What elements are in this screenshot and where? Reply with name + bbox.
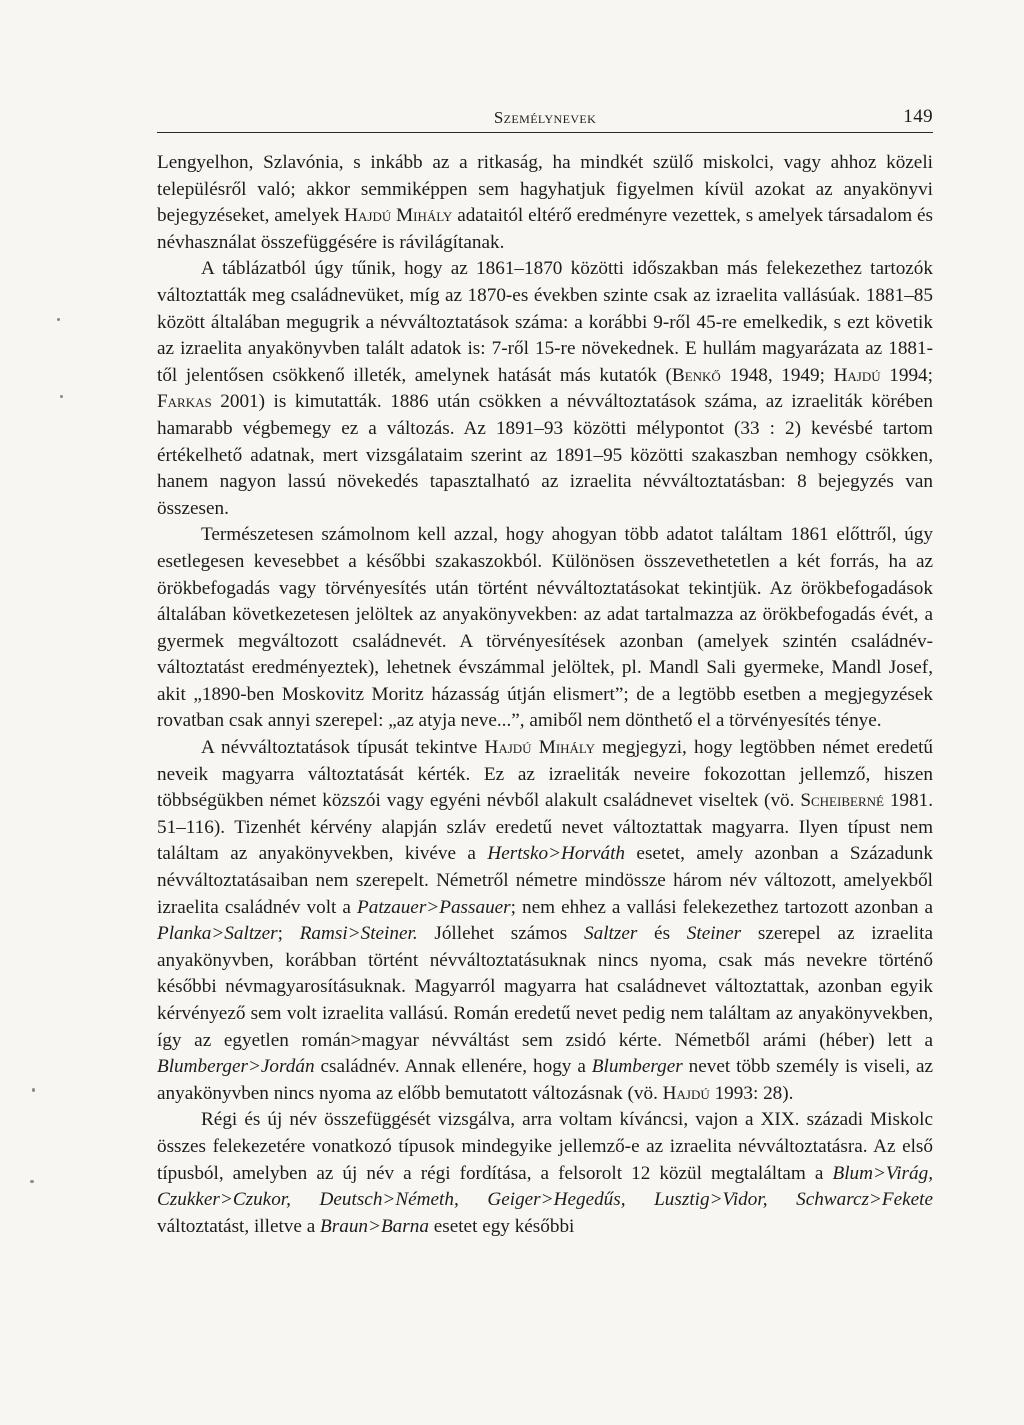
text-run: családnév. Annak ellenére, hogy a [314,1056,592,1078]
text-run: Jóllehet számos [417,923,584,945]
scan-speck [57,318,60,321]
text-run: 1948, 1949; [720,364,834,386]
text-run: esetet egy későbbi [428,1215,575,1237]
paragraph [157,150,933,256]
italic-run: Blum>Virág, Czukker>Czukor, Deutsch>Németh, Geiger>Hegedűs, Lusztig>Vidor, Schwarcz>Fekete [157,1162,933,1211]
scan-speck [30,1180,34,1183]
text-run: ; [277,923,300,945]
text-run: Természetesen számolnom kell azzal, hogy ahogyan több adatot találtam 1861 előttről, úgy esetlegesen kevesebbet a későbbi szakaszokból. Különösen összevethetetlen a két forrás, ha az örökbefogadás vagy törvényesítés után történt névváltoztatásokat tekintjük. Az örökbefogadások általában következetesen jelöltek az anyakönyvekben: az adat tartalmazza az örökbefogadás évét, a gyermek megváltozott családnevét. A törvényesítések azonban (amelyek szintén családnév-változtatást eredményeztek), lehetnek évszámmal jelöltek, pl. Mandl Sali gyermeke, Mandl Josef, akit „1890-ben Moskovitz Moritz házasság útján elismert”; de a legtöbb esetben a megjegyzések rovatban csak annyi szerepel: „az atyja neve...”, amiből nem dönthető el a törvényesítés ténye. [157,524,933,732]
italic-run: Hertsko>Horváth [487,843,626,865]
body-text [157,150,933,1240]
italic-run: Planka>Saltzer [157,923,278,945]
italic-run: Blumberger>Jordán [157,1056,315,1078]
text-run: és [637,923,687,945]
text-run: A táblázatból úgy tűnik, hogy az 1861–1870 közötti időszakban más felekezethez tartozók változtatták meg családnevüket, míg az 1870-es években szinte csak az izraelita vallásúak. 1881–85 között általában megugrik a névváltoztatások száma: a korábbi 9-ről 45-re emelkedik, s ezt követik az izraelita anyakönyvben talált adatok is: 7-ről 15-re növekednek. E hullám magyarázata az 1881-től jelentősen csökkenő illeték, amelynek hatását más kutatók ( [157,258,933,386]
paragraph [157,256,933,522]
text-run: 1994; [880,364,933,386]
paragraph [157,1107,933,1240]
paragraph [157,522,933,735]
text-run: nevet több személy is viseli, az anyakönyvben nincs nyoma az előbb bemutatott változásnak (vö. [157,1056,933,1104]
author-name: Hajdú Mihály [484,737,595,759]
page-number: 149 [903,106,933,127]
text-run: A névváltoztatások típusát tekintve [201,737,485,759]
text-run: megjegyzi, hogy legtöbben német eredetű neveik magyarra változtatását kérték. Ez az izraeliták neveire fokozottan jellemző, hiszen többségükben német közszói vagy egyéni névből alakult családnevet viseltek (vö. [157,737,934,812]
author-name: Hajdú [662,1082,710,1104]
author-name: Hajdú Mihály [344,205,453,227]
italic-run: Saltzer [584,923,638,945]
text-run: változtatást, illetve a [157,1215,321,1237]
author-name: Hajdú [833,364,881,386]
italic-run: Patzauer>Passauer [357,896,511,918]
running-header [157,104,933,133]
text-run: esetet, amely azonban a Századunk névváltoztatásaiban nem szerepelt. Németről németre mindössze három név változott, amelyekből izraelita családnév volt a [157,843,933,918]
text-run: 1993: 28). [709,1082,794,1104]
italic-run: Braun>Barna [320,1215,429,1237]
text-run: adataitól eltérő eredményre vezettek, s amelyek társadalom és névhasználat összefüggésére is rávilágítanak. [157,205,933,253]
text-run: Régi és új név összefüggését vizsgálva, arra voltam kíváncsi, vajon a XIX. századi Miskolc összes felekezetére vonatkozó típusok mindegyike jellemző-e az izraelita névváltoztatásra. Az első típusból, amelyben az új név a régi fordítása, a felsorolt 12 közül megtaláltam a [157,1109,933,1184]
italic-run: Blumberger [591,1056,683,1078]
paragraph [157,735,933,1107]
italic-run: Steiner [686,923,742,945]
scan-speck [60,395,63,398]
italic-run: Ramsi>Steiner. [299,923,418,945]
text-run: 1981. 51–116). Tizenhét kérvény alapján szláv eredetű nevet változtattak magyarra. Ilyen típust nem találtam az anyakönyvekben, kivéve a [157,790,934,865]
text-run: Lengyelhon, Szlavónia, s inkább az a ritkaság, ha mindkét szülő miskolci, vagy ahhoz közeli településről való; akkor semmiképpen sem hagyhatjuk figyelmen kívül azokat az anyakönyvi bejegyzéseket, amelyek [157,152,933,227]
running-title: Személynevek [493,108,597,127]
scan-speck [32,1088,35,1092]
text-run: 2001) is kimutatták. 1886 után csökken a névváltoztatások száma, az izraeliták körében hamarabb végbemegy ez a változás. Az 1891–93 közötti mélypontot (33 : 2) kevésbé tartom értékelhető adatnak, mert vizsgálataim szerint az 1891–95 közötti szakaszban nemhogy csökken, hanem nagyon lassú növekedés tapasztalható az izraelita névváltoztatásban: 8 bejegyzés van összesen. [157,391,933,519]
text-run: ; nem ehhez a vallási felekezethez tartozott azonban a [510,896,933,918]
author-name: Farkas [157,391,212,413]
author-name: Benkő [671,364,721,386]
text-run: szerepel az izraelita anyakönyvben, korábban történt névváltoztatásuknak nincs nyoma, csak más nevekre történő későbbi névmagyarosításuknak. Magyarról magyarra hat családnevet változtattak, azonban egyik kérvényező sem volt izraelita vallású. Román eredetű nevet pedig nem találtam az anyakönyvekben, így az egyetlen román>magyar névváltást sem zsidó kérte. Németből arámi (héber) lett a [157,923,933,1051]
author-name: Scheiberné [800,790,884,812]
